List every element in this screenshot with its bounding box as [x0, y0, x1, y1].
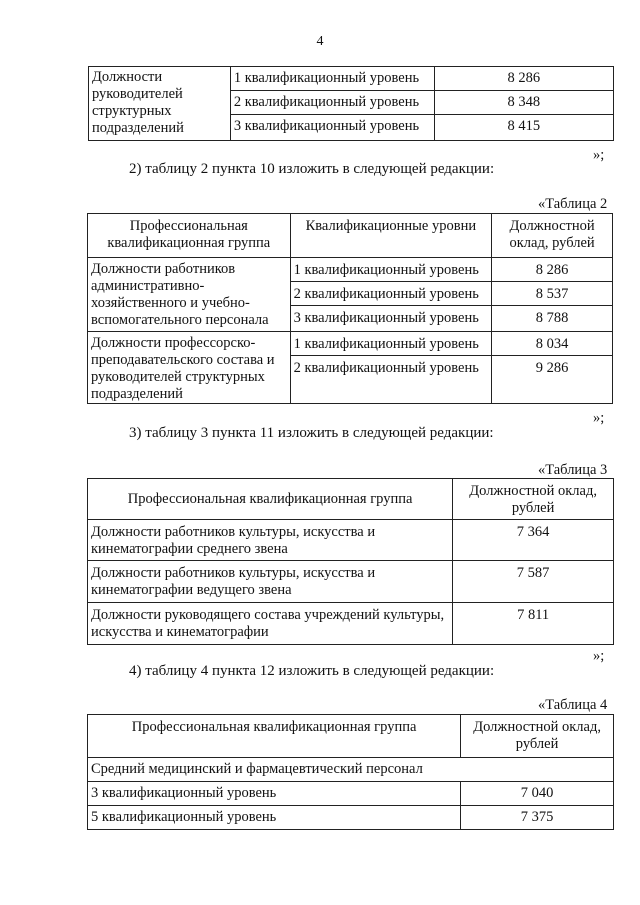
paragraph-3: 3) таблицу 3 пункта 11 изложить в следующей редакции: [129, 425, 494, 441]
t2-level-cell: 3 квалификационный уровень [290, 306, 492, 332]
t2-header-salary: Должностной оклад, рублей [492, 214, 613, 258]
t2-value-cell: 8 034 [492, 332, 613, 356]
t2-value-cell: 9 286 [492, 356, 613, 404]
t4-value-cell: 7 375 [461, 806, 614, 830]
t2-end-mark: »; [593, 410, 605, 426]
t2-level-cell: 1 квалификационный уровень [290, 332, 492, 356]
t2-header-group: Профессиональная квалификационная группа [88, 214, 291, 258]
t2-level-cell: 2 квалификационный уровень [290, 356, 492, 404]
t1-level-cell: 3 квалификационный уровень [230, 115, 434, 141]
t2-value-cell: 8 286 [492, 258, 613, 282]
t2-group-cell: Должности работников административно-хозяйственного и учебно-вспомогательного персонала [88, 258, 291, 332]
t1-group-cell: Должности руководителей структурных подразделений [89, 67, 231, 141]
t3-group-cell: Должности работников культуры, искусства и кинематографии ведущего звена [88, 561, 453, 603]
t2-group-cell: Должности профессорско-преподавательского состава и руководителей структурных подразделений [88, 332, 291, 404]
t1-value-cell: 8 415 [434, 115, 613, 141]
paragraph-4: 4) таблицу 4 пункта 12 изложить в следующей редакции: [129, 663, 495, 679]
t3-end-mark: »; [593, 648, 605, 664]
page-number: 4 [316, 34, 324, 49]
t2-level-cell: 1 квалификационный уровень [290, 258, 492, 282]
t4-caption: «Таблица 4 [538, 697, 608, 713]
t4-level-cell: 5 квалификационный уровень [88, 806, 461, 830]
t1-end-mark: »; [593, 147, 605, 163]
t4-level-cell: 3 квалификационный уровень [88, 782, 461, 806]
t3-value-cell: 7 811 [453, 603, 614, 645]
t2-value-cell: 8 537 [492, 282, 613, 306]
t3-group-cell: Должности работников культуры, искусства и кинематографии среднего звена [88, 520, 453, 561]
t3-value-cell: 7 587 [453, 561, 614, 603]
t2-value-cell: 8 788 [492, 306, 613, 332]
t1-value-cell: 8 348 [434, 91, 613, 115]
t2-caption: «Таблица 2 [538, 196, 608, 212]
table-3 [87, 478, 614, 645]
t1-level-cell: 2 квалификационный уровень [230, 91, 434, 115]
table-2 [87, 213, 613, 404]
t4-header-salary: Должностной оклад, рублей [461, 715, 614, 758]
t3-header-salary: Должностной оклад, рублей [453, 479, 614, 520]
t1-value-cell: 8 286 [434, 67, 613, 91]
t4-header-group: Профессиональная квалификационная группа [88, 715, 461, 758]
t3-header-group: Профессиональная квалификационная группа [88, 479, 453, 520]
t1-level-cell: 1 квалификационный уровень [230, 67, 434, 91]
table-1 [88, 66, 614, 141]
t4-section-row: Средний медицинский и фармацевтический персонал [88, 758, 614, 782]
t2-header-levels: Квалификационные уровни [290, 214, 492, 258]
t3-group-cell: Должности руководящего состава учреждений культуры, искусства и кинематографии [88, 603, 453, 645]
t2-level-cell: 2 квалификационный уровень [290, 282, 492, 306]
t3-caption: «Таблица 3 [538, 462, 608, 478]
t4-value-cell: 7 040 [461, 782, 614, 806]
t3-value-cell: 7 364 [453, 520, 614, 561]
paragraph-2: 2) таблицу 2 пункта 10 изложить в следующей редакции: [129, 161, 495, 177]
table-4 [87, 714, 614, 830]
